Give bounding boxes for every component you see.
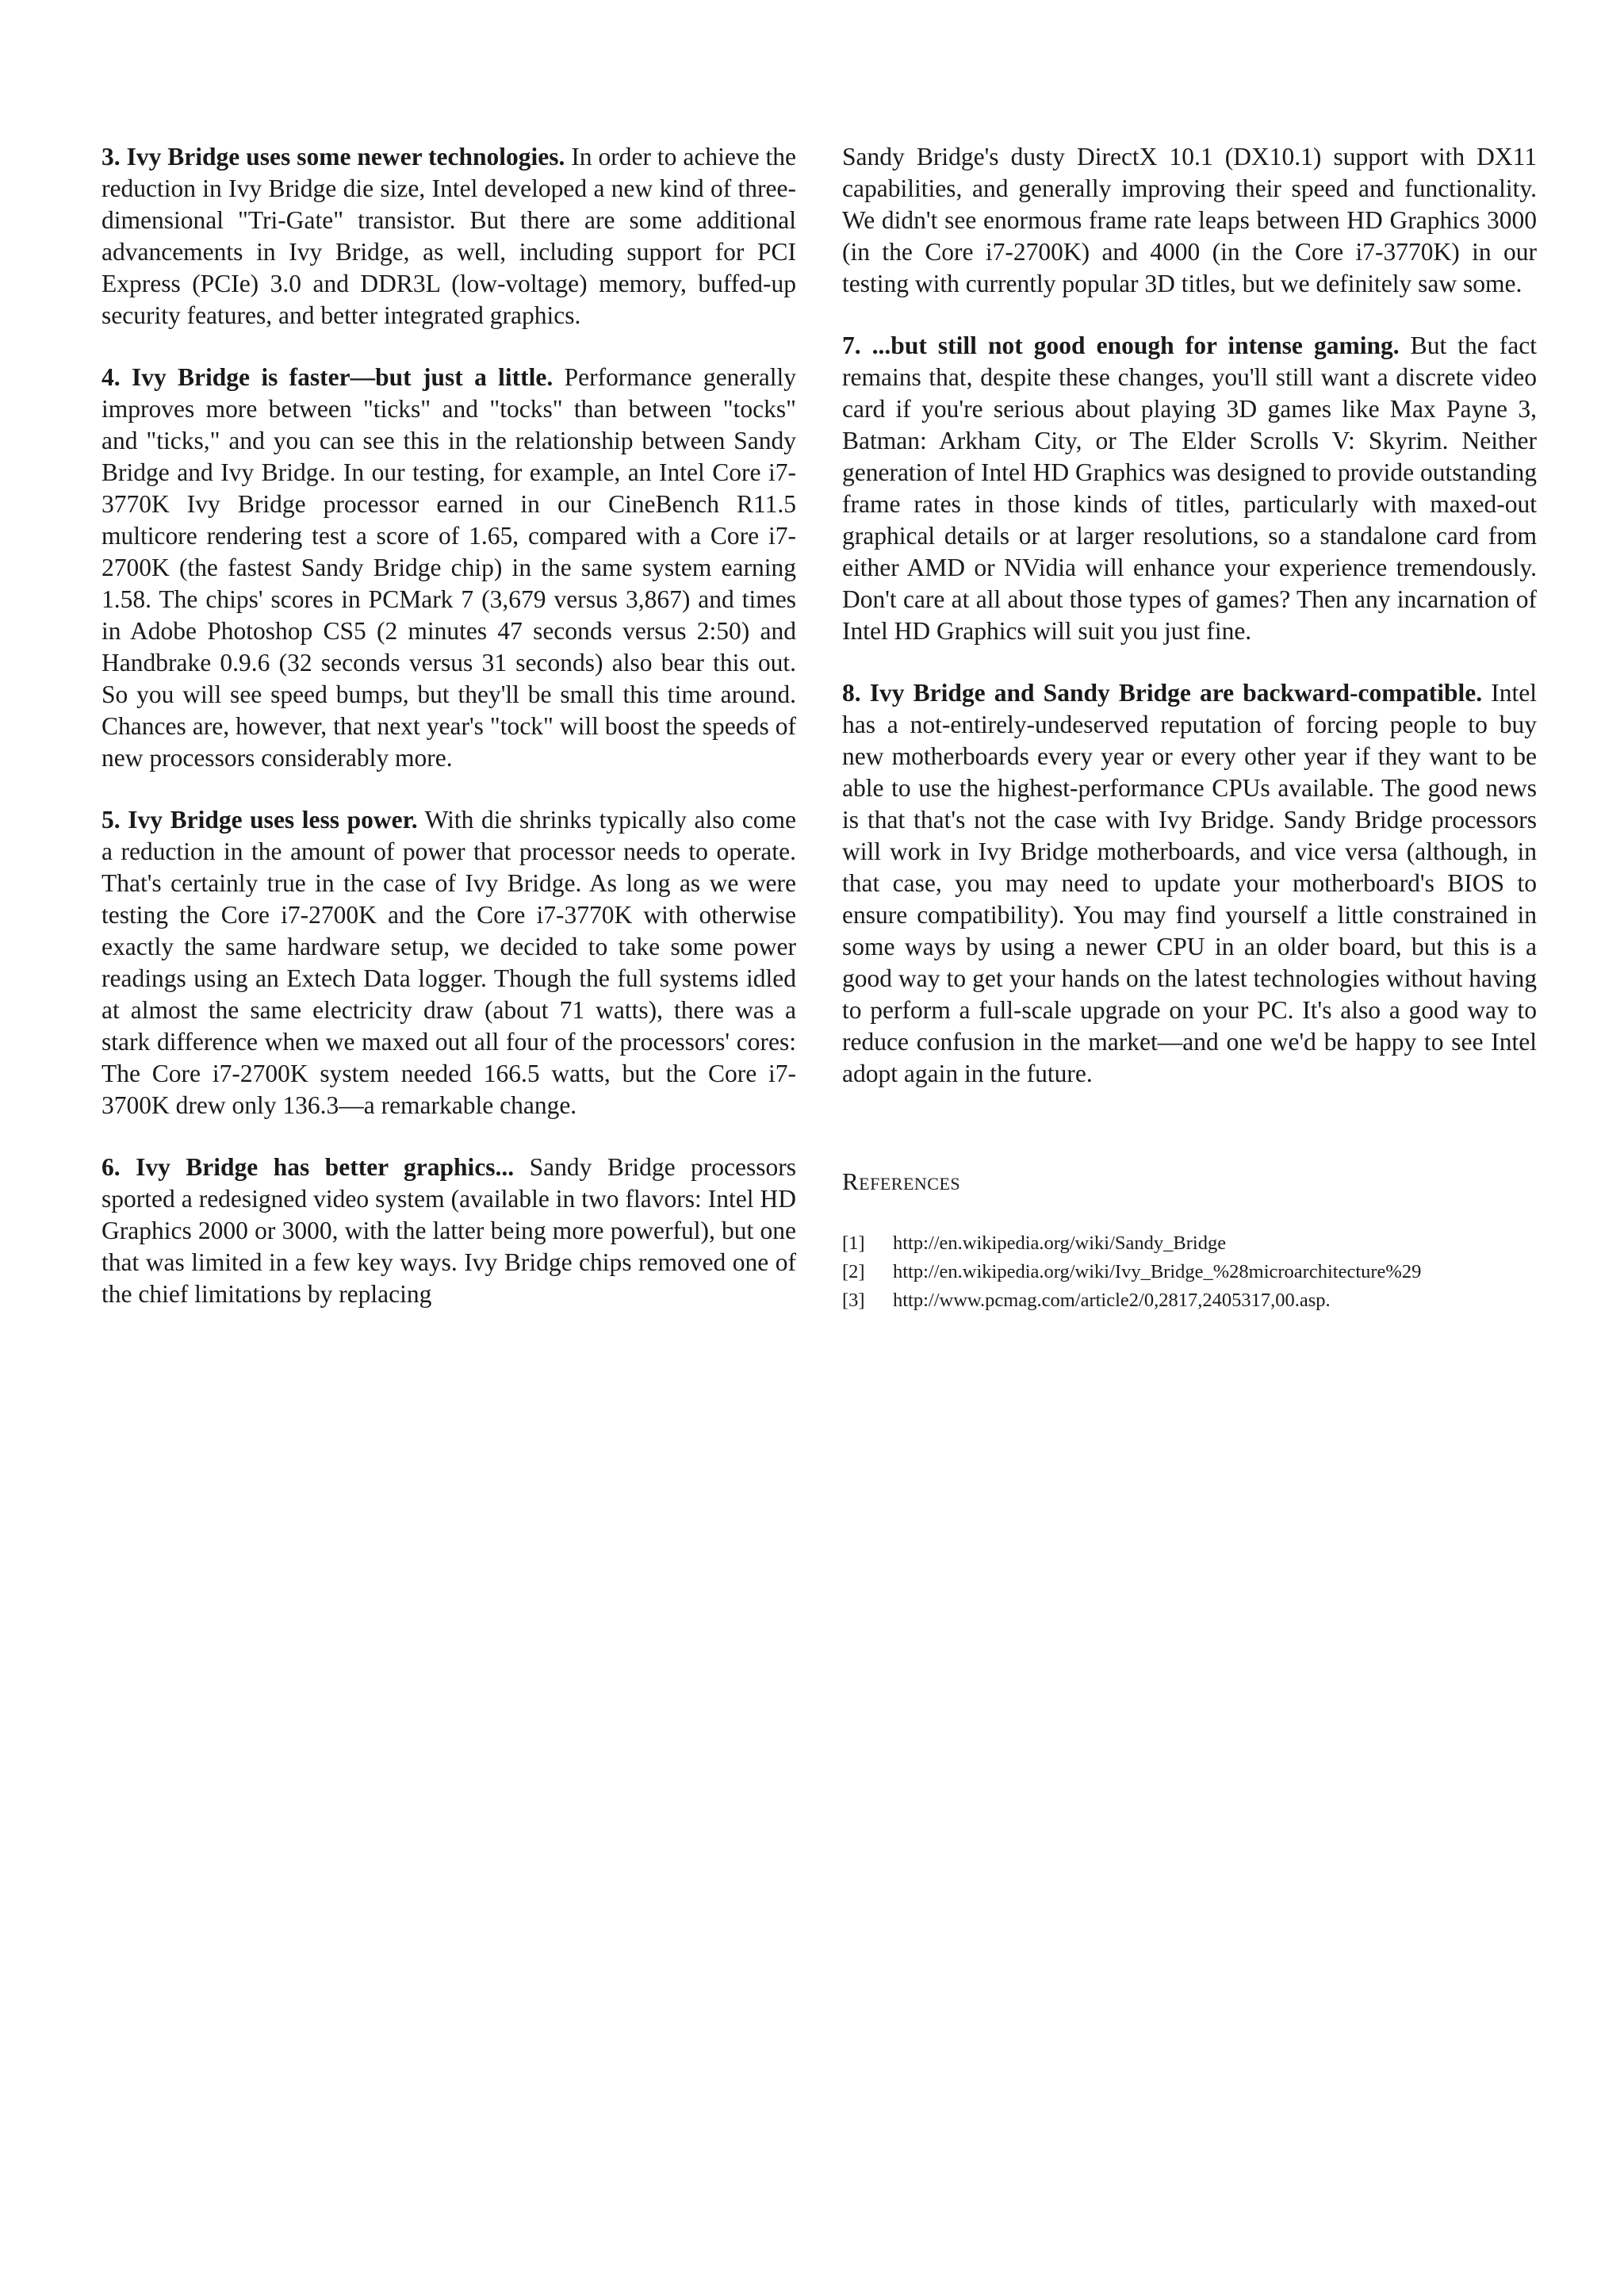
right-column xyxy=(842,141,1537,1315)
section-8-text: Intel has a not-entirely-undeserved reputation of forcing people to buy new motherboards every year or every other year if they want to be able to use the highest-performance CPUs available. The good news is that that's not the case with Ivy Bridge. Sandy Bridge processors will work in Ivy Bridge motherboards, and vice versa (although, in that case, you may need to update your motherboard's BIOS to ensure compatibility). You may find yourself a little constrained in some ways by using a newer CPU in an older board, but this is a good way to get your hands on the latest technologies without having to perform a full-scale upgrade on your PC. It's also a good way to reduce confusion in the market—and one we'd be happy to see Intel adopt again in the future. xyxy=(842,679,1537,1087)
references-heading: References xyxy=(842,1167,961,1195)
reference-item xyxy=(842,1286,1537,1315)
section-6-text: Sandy Bridge processors sported a redesigned video system (available in two flavors: Intel HD Graphics 2000 or 3000, with the latter being more powerful), but one that was limited in a few key ways. Ivy Bridge chips removed one of the chief limitations by replacing xyxy=(102,1153,796,1308)
section-4-text: Performance generally improves more between "ticks" and "tocks" than between "tocks" and "ticks," and you can see this in the relationship between Sandy Bridge and Ivy Bridge. In our testing, for example, an Intel Core i7-3770K Ivy Bridge processor earned in our CineBench R11.5 multicore rendering test a score of 1.65, compared with a Core i7-2700K (the fastest Sandy Bridge chip) in the same system earning 1.58. The chips' scores in PCMark 7 (3,679 versus 3,867) and times in Adobe Photoshop CS5 (2 minutes 47 seconds versus 2:50) and Handbrake 0.9.6 (32 seconds versus 31 seconds) also bear this out. So you will see speed bumps, but they'll be small this time around. Chances are, however, that next year's "tock" will boost the speeds of new processors considerably more. xyxy=(102,363,797,772)
reference-url: http://www.pcmag.com/article2/0,2817,2405317,00.asp. xyxy=(893,1290,1331,1311)
reference-item xyxy=(842,1229,1537,1258)
section-6-continued-paragraph xyxy=(842,141,1537,300)
reference-number: [3] xyxy=(842,1290,865,1311)
section-3-paragraph xyxy=(102,141,796,332)
section-3-heading: 3. Ivy Bridge uses some newer technologies. xyxy=(102,143,565,171)
reference-number: [2] xyxy=(842,1261,865,1282)
section-4-paragraph xyxy=(102,362,796,774)
section-7-paragraph xyxy=(842,330,1537,647)
section-6-continued-text: Sandy Bridge's dusty DirectX 10.1 (DX10.1) support with DX11 capabilities, and generally improving their speed and functionality. We didn't see enormous frame rate leaps between HD Graphics 3000 (in the Core i7-2700K) and 4000 (in the Core i7-3770K) in our testing with currently popular 3D titles, but we definitely saw some. xyxy=(842,143,1537,297)
section-3-text: In order to achieve the reduction in Ivy Bridge die size, Intel developed a new kind of three-dimensional "Tri-Gate" transistor. But there are some additional advancements in Ivy Bridge, as well, including support for PCI Express (PCIe) 3.0 and DDR3L (low-voltage) memory, buffed-up security features, and better integrated graphics. xyxy=(102,143,796,329)
section-6-paragraph xyxy=(102,1152,796,1310)
reference-number: [1] xyxy=(842,1232,865,1254)
section-7-text: But the fact remains that, despite these changes, you'll still want a discrete video card if you're serious about playing 3D games like Max Payne 3, Batman: Arkham City, or The Elder Scrolls V: Skyrim. Neither generation of Intel HD Graphics was designed to provide outstanding frame rates in those kinds of titles, particularly with maxed-out graphical details or at larger resolutions, so a standalone card from either AMD or NVidia will enhance your experience tremendously. Don't care at all about those types of games? Then any incarnation of Intel HD Graphics will suit you just fine. xyxy=(842,332,1538,645)
section-5-text: With die shrinks typically also come a reduction in the amount of power that processor needs to operate. That's certainly true in the case of Ivy Bridge. As long as we were testing the Core i7-2700K and the Core i7-3770K with otherwise exactly the same hardware setup, we decided to take some power readings using an Extech Data logger. Though the full systems idled at almost the same electricity draw (about 71 watts), there was a stark difference when we maxed out all four of the processors' cores: The Core i7-2700K system needed 166.5 watts, but the Core i7-3700K drew only 136.3—a remarkable change. xyxy=(102,806,796,1119)
left-column xyxy=(102,141,796,1340)
section-5-paragraph xyxy=(102,804,796,1121)
section-7-heading: 7. ...but still not good enough for intense gaming. xyxy=(842,332,1400,359)
section-5-heading: 5. Ivy Bridge uses less power. xyxy=(102,806,418,834)
reference-url: http://en.wikipedia.org/wiki/Sandy_Bridge xyxy=(893,1232,1227,1254)
section-6-heading: 6. Ivy Bridge has better graphics... xyxy=(102,1153,515,1181)
reference-item xyxy=(842,1258,1537,1286)
section-4-heading: 4. Ivy Bridge is faster—but just a little. xyxy=(102,363,553,391)
section-8-heading: 8. Ivy Bridge and Sandy Bridge are backward-compatible. xyxy=(842,679,1483,707)
section-8-paragraph xyxy=(842,677,1537,1090)
reference-url: http://en.wikipedia.org/wiki/Ivy_Bridge_%28microarchitecture%29 xyxy=(893,1261,1422,1282)
